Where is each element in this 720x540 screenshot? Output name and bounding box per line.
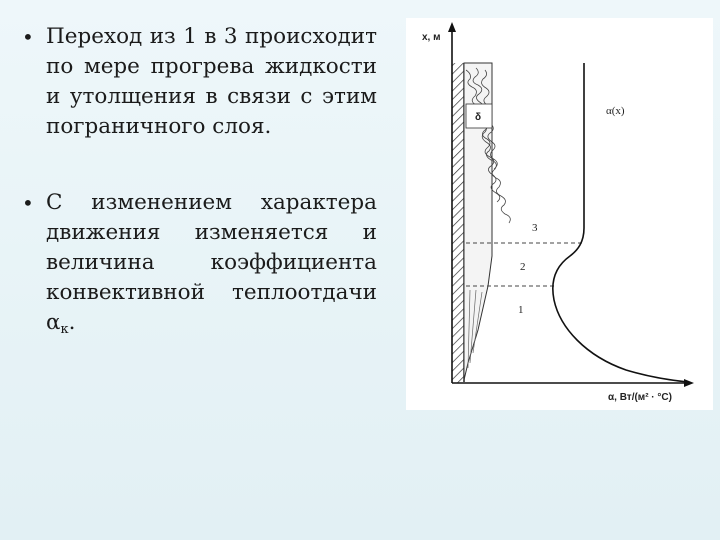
y-axis-label: x, м (422, 32, 441, 43)
curve-label: α(x) (606, 105, 625, 117)
figure-svg (406, 18, 713, 410)
bullet-text: С изменением характера движения изменяется и величина коэффициента конвективной теплоотдачи α (46, 190, 377, 335)
boundary-layer-figure (406, 18, 713, 410)
zone-1-label: 1 (518, 304, 524, 316)
y-axis-arrow-icon (448, 22, 456, 32)
zone-2-label: 2 (520, 261, 526, 273)
zone-3-label: 3 (532, 222, 538, 234)
wall-hatch (452, 63, 464, 383)
delta-label: δ (475, 112, 482, 123)
text-column (22, 22, 377, 391)
bullet-suffix: . (68, 310, 76, 335)
bullet-text: Переход из 1 в 3 происходит по мере прогрева жидкости и утолщения в связи с этим пограничного слоя. (46, 24, 377, 139)
bullet-transition (22, 22, 377, 142)
bullet-dot-icon: • (22, 191, 34, 215)
bullet-dot-icon: • (22, 25, 34, 49)
bullet-heat-transfer (22, 188, 377, 345)
alpha-subscript: к (60, 322, 69, 337)
x-axis-label: α, Вт/(м² · °С) (608, 392, 672, 403)
x-axis-arrow-icon (684, 379, 694, 387)
